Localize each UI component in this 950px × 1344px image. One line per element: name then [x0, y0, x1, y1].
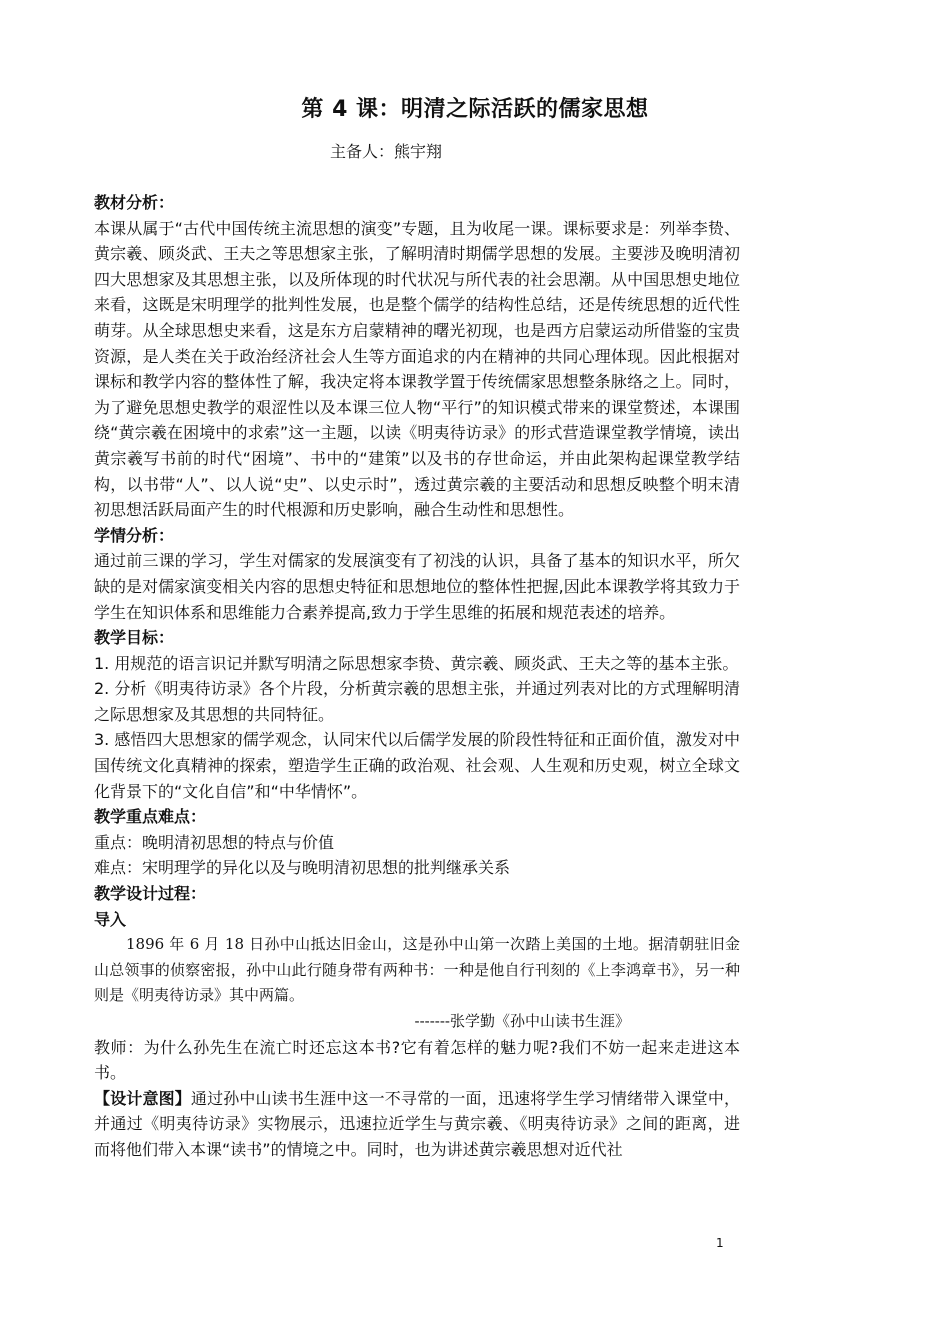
document-title: 第 4 课：明清之际活跃的儒家思想: [301, 97, 649, 122]
teaching-goal-item: 3. 感悟四大思想家的儒学观念，认同宋代以后儒学发展的阶段性特征和正面价值，激发对中国传统文化真精神的探索，塑造学生正确的政治观、社会观、人生观和历史观，树立全球文化背景下的“文化自信”和“中华情怀”。: [94, 730, 740, 801]
document-body: [94, 190, 740, 1163]
page-number: 1: [716, 1236, 724, 1250]
design-intent-paragraph: [94, 1086, 740, 1163]
quote-source: -------张学勤《孙中山读书生涯》: [414, 1012, 630, 1030]
textbook-analysis-paragraph: 本课从属于“古代中国传统主流思想的演变”专题，且为收尾一课。课标要求是：列举李贽、黄宗羲、顾炎武、王夫之等思想家主张，了解明清时期儒学思想的发展。主要涉及晚明清初四大思想家及其思想主张，以及所体现的时代状况与所代表的社会思潮。从中国思想史地位来看，这既是宋明理学的批判性发展，也是整个儒学的结构性总结，还是传统思想的近代性萌芽。从全球思想史来看，这是东方启蒙精神的曙光初现，也是西方启蒙运动所借鉴的宝贵资源，是人类在关于政治经济社会人生等方面追求的内在精神的共同心理体现。因此根据对课标和教学内容的整体性了解，我决定将本课教学置于传统儒家思想整条脉络之上。同时，为了避免思想史教学的艰涩性以及本课三位人物“平行”的知识模式带来的课堂赘述，本课围绕“黄宗羲在困境中的求索”这一主题，以读《明夷待访录》的形式营造课堂教学情境，读出黄宗羲写书前的时代“困境”、书中的“建策”以及书的存世命运，并由此架构起课堂教学结构，以书带“人”、以人说“史”、以史示时”，透过黄宗羲的主要活动和思想反映整个明末清初思想活跃局面产生的时代根源和历史影响，融合生动性和思想性。: [94, 218, 740, 520]
design-intent-label: 【设计意图】: [94, 1088, 191, 1108]
preparer-line: 主备人：熊宇翔: [330, 142, 443, 161]
introduction-heading: 导入: [94, 909, 127, 929]
design-intent-text: 通过孙中山读书生涯中这一不寻常的一面，迅速将学生学习情绪带入课堂中，并通过《明夷待访录》实物展示，迅速拉近学生与黄宗羲、《明夷待访录》之间的距离，进而将他们带入本课“读书”的情境之中。同时，也为讲述黄宗羲思想对近代社: [94, 1088, 740, 1159]
student-analysis-paragraph: 通过前三课的学习，学生对儒家的发展演变有了初浅的认识，具备了基本的知识水平，所欠缺的是对儒家演变相关内容的思想史特征和思想地位的整体性把握,因此本课教学将其致力于学生在知识体系和思维能力合素养提高,致力于学生思维的拓展和规范表述的培养。: [94, 551, 740, 622]
student-analysis-heading: 学情分析：: [94, 525, 175, 545]
teaching-goals-heading: 教学目标：: [94, 628, 175, 648]
teaching-goal-item: 1. 用规范的语言识记并默写明清之际思想家李贽、黄宗羲、顾炎武、王夫之等的基本主张。: [94, 653, 739, 673]
quote-paragraph: 1896 年 6 月 18 日孙中山抵达旧金山，这是孙中山第一次踏上美国的土地。据清朝驻旧金山总领事的侦察密报，孙中山此行随身带有两种书：一种是他自行刊刻的《上李鸿章书》，另一种则是《明夷待访录》其中两篇。: [94, 935, 740, 1005]
difficult-point-line: 难点：宋明理学的异化以及与晚明清初思想的批判继承关系: [94, 858, 511, 878]
design-process-heading: 教学设计过程：: [94, 884, 207, 904]
teacher-question-paragraph: 教师：为什么孙先生在流亡时还忘这本书?它有着怎样的魅力呢?我们不妨一起来走进这本书。: [94, 1037, 740, 1083]
key-point-line: 重点：晚明清初思想的特点与价值: [94, 832, 335, 852]
teaching-goal-item: 2. 分析《明夷待访录》各个片段，分析黄宗羲的思想主张，并通过列表对比的方式理解明清之际思想家及其思想的共同特征。: [94, 679, 740, 724]
textbook-analysis-heading: 教材分析：: [94, 193, 175, 212]
key-points-heading: 教学重点难点：: [94, 807, 207, 827]
